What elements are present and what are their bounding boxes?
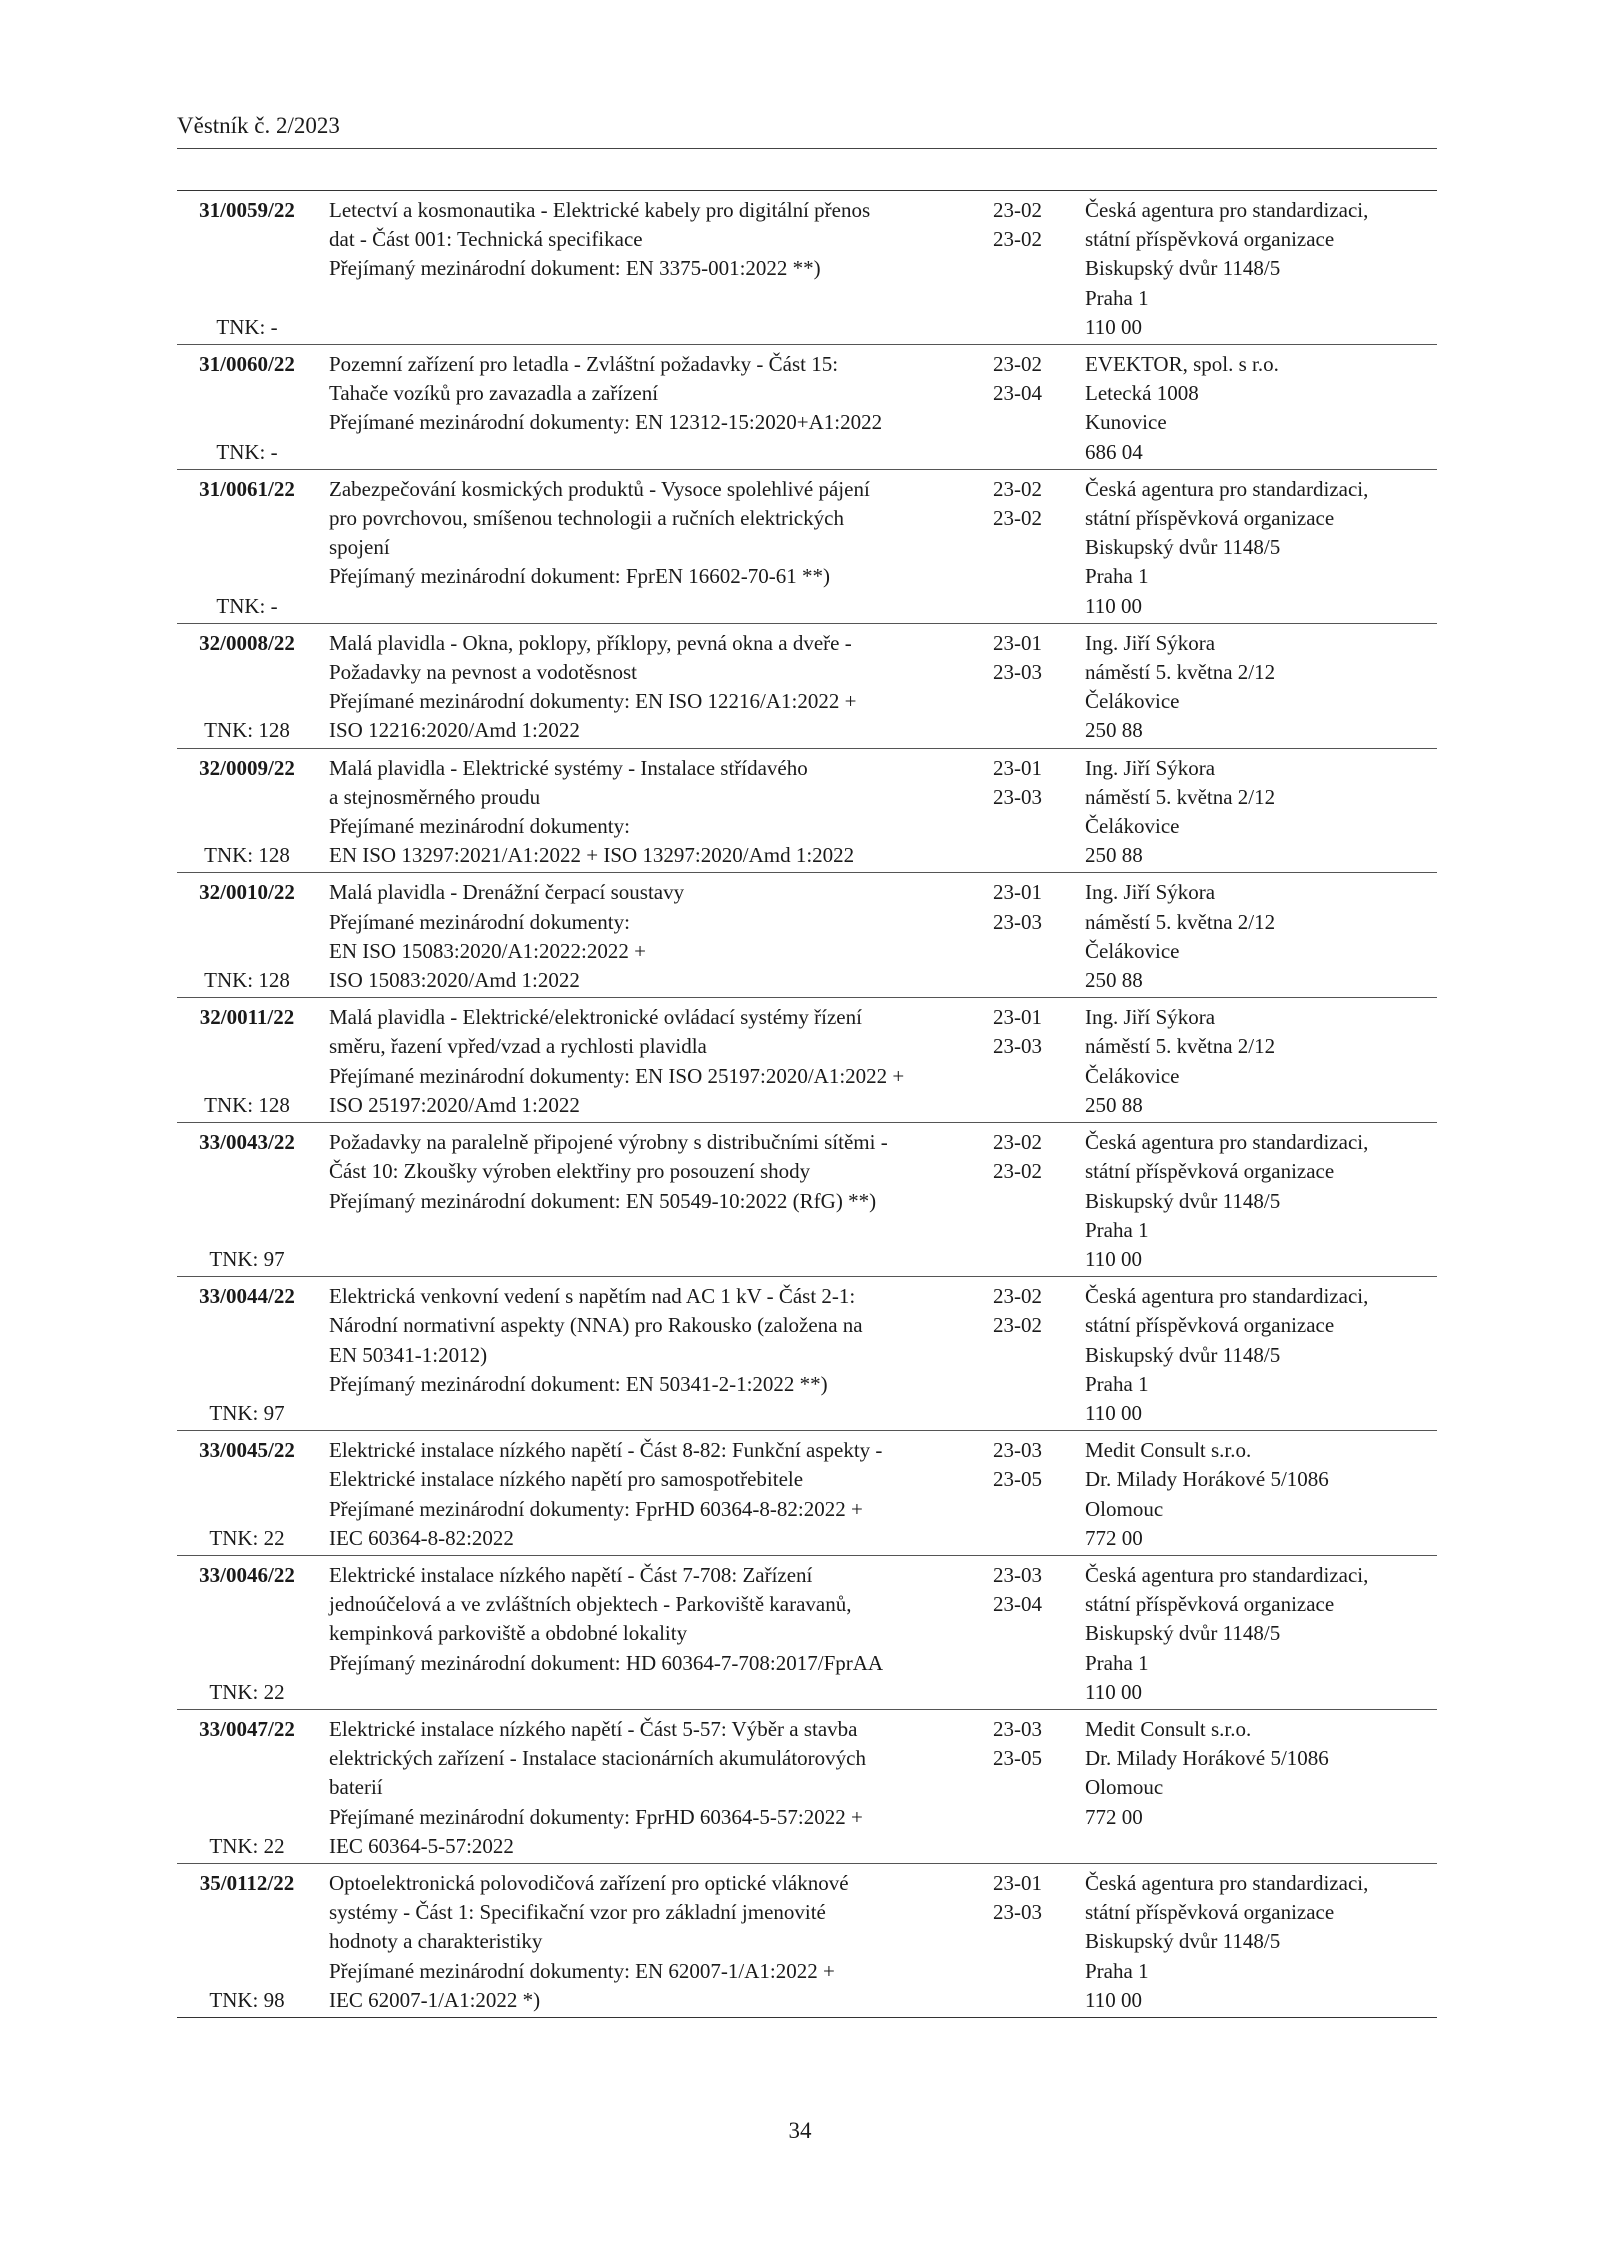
standard-id-cell [177, 1282, 317, 1428]
date-code: 23-05 [993, 1746, 1042, 1771]
address-line: Praha 1 [1085, 1958, 1149, 1983]
address-line: 110 00 [1085, 314, 1142, 339]
address-line: Dr. Milady Horákové 5/1086 [1085, 1467, 1329, 1492]
description-cell [317, 196, 993, 342]
address-line: náměstí 5. května 2/12 [1085, 784, 1276, 809]
standards-table [177, 190, 1437, 2018]
address-cell [1085, 350, 1437, 467]
standard-number: 32/0009/22 [199, 755, 295, 780]
page-header [177, 112, 1437, 149]
tnk-code: TNK: - [216, 314, 278, 339]
standard-id-cell [177, 878, 317, 995]
description-line: Malá plavidla - Drenážní čerpací soustavy [329, 880, 685, 905]
table-row [177, 1556, 1437, 1710]
address-cell [1085, 1561, 1437, 1707]
address-line: Ing. Jiří Sýkora [1085, 880, 1216, 905]
description-line: Letectví a kosmonautika - Elektrické kabely pro digitální přenos [329, 198, 871, 222]
date-code: 23-03 [993, 1716, 1042, 1741]
date-code: 23-02 [993, 1313, 1042, 1338]
address-line: Čelákovice [1085, 938, 1180, 963]
address-line: Česká agentura pro standardizaci, [1085, 1284, 1369, 1309]
tnk-code: TNK: 22 [209, 1679, 285, 1704]
address-cell [1085, 1869, 1437, 2015]
standard-id-cell [177, 350, 317, 467]
description-line: Přejímaný mezinárodní dokument: EN 3375-001:2022 **) [329, 256, 821, 281]
standard-id-cell [177, 1869, 317, 2015]
date-code: 23-03 [993, 1438, 1042, 1463]
standard-number: 31/0059/22 [199, 198, 295, 222]
dates-cell [993, 754, 1085, 871]
page-number: 34 [788, 2118, 812, 2143]
description-cell [317, 878, 993, 995]
address-line: Ing. Jiří Sýkora [1085, 755, 1216, 780]
address-line: Biskupský dvůr 1148/5 [1085, 1188, 1281, 1213]
table-row [177, 191, 1437, 345]
standard-number: 33/0046/22 [199, 1562, 295, 1587]
tnk-code: TNK: 22 [209, 1833, 285, 1858]
standard-id-cell [177, 196, 317, 342]
description-line: Elektrická venkovní vedení s napětím nad AC 1 kV - Část 2-1: [329, 1284, 856, 1309]
date-code: 23-03 [993, 660, 1042, 685]
date-code: 23-01 [993, 1005, 1042, 1030]
address-cell [1085, 754, 1437, 871]
date-code: 23-04 [993, 381, 1042, 406]
date-code: 23-01 [993, 880, 1042, 905]
standard-number: 31/0061/22 [199, 476, 295, 501]
standard-id-cell [177, 1003, 317, 1120]
address-line: státní příspěvková organizace [1085, 1159, 1335, 1184]
description-cell [317, 754, 993, 871]
description-cell [317, 1282, 993, 1428]
address-line: 110 00 [1085, 1400, 1142, 1425]
description-line: Přejímaný mezinárodní dokument: EN 50341-2-1:2022 **) [329, 1371, 828, 1396]
date-code: 23-01 [993, 755, 1042, 780]
description-line: Přejímané mezinárodní dokumenty: FprHD 60364-5-57:2022 + [329, 1804, 863, 1829]
standard-number: 33/0043/22 [199, 1130, 295, 1155]
description-line: EN ISO 15083:2020/A1:2022:2022 + [329, 938, 646, 963]
table-row [177, 624, 1437, 749]
address-line: státní příspěvková organizace [1085, 227, 1335, 252]
description-line: Část 10: Zkoušky výroben elektřiny pro posouzení shody [329, 1159, 811, 1184]
date-code: 23-02 [993, 476, 1042, 501]
description-line: IEC 62007-1/A1:2022 *) [329, 1987, 541, 2012]
address-line: Biskupský dvůr 1148/5 [1085, 1342, 1281, 1367]
standard-id-cell [177, 1436, 317, 1553]
address-cell [1085, 475, 1437, 621]
description-line: Přejímané mezinárodní dokumenty: EN ISO 25197:2020/A1:2022 + [329, 1063, 905, 1088]
table-row [177, 1710, 1437, 1864]
date-code: 23-01 [993, 630, 1042, 655]
address-line: Čelákovice [1085, 814, 1180, 839]
description-line: baterií [329, 1775, 383, 1800]
description-line: Přejímané mezinárodní dokumenty: [329, 814, 630, 839]
description-line: Malá plavidla - Okna, poklopy, příklopy, pevná okna a dveře - [329, 630, 852, 655]
description-line: Malá plavidla - Elektrické/elektronické ovládací systémy řízení [329, 1005, 862, 1030]
dates-cell [993, 1561, 1085, 1707]
standard-id-cell [177, 1715, 317, 1861]
standard-id-cell [177, 754, 317, 871]
description-line: Požadavky na paralelně připojené výrobny s distribučními sítěmi - [329, 1130, 888, 1155]
address-line: Česká agentura pro standardizaci, [1085, 1562, 1369, 1587]
description-line: Pozemní zařízení pro letadla - Zvláštní požadavky - Část 15: [329, 352, 839, 377]
address-line: Praha 1 [1085, 1650, 1149, 1675]
dates-cell [993, 1715, 1085, 1861]
tnk-code: TNK: 128 [204, 968, 290, 993]
dates-cell [993, 1282, 1085, 1428]
description-line: dat - Část 001: Technická specifikace [329, 227, 643, 252]
tnk-code: TNK: - [216, 593, 278, 618]
address-line: náměstí 5. května 2/12 [1085, 660, 1276, 685]
description-cell [317, 1715, 993, 1861]
table-row [177, 345, 1437, 470]
tnk-code: TNK: 128 [204, 1092, 290, 1117]
dates-cell [993, 475, 1085, 621]
description-line: kempinková parkoviště a obdobné lokality [329, 1621, 688, 1646]
standard-number: 33/0047/22 [199, 1716, 295, 1741]
description-line: Elektrické instalace nízkého napětí pro samospotřebitele [329, 1467, 804, 1492]
address-cell [1085, 1128, 1437, 1274]
description-line: Přejímaný mezinárodní dokument: EN 50549-10:2022 (RfG) **) [329, 1188, 877, 1213]
address-line: Medit Consult s.r.o. [1085, 1438, 1252, 1463]
dates-cell [993, 629, 1085, 746]
table-row [177, 749, 1437, 874]
standard-number: 32/0008/22 [199, 630, 295, 655]
description-line: Přejímané mezinárodní dokumenty: EN 12312-15:2020+A1:2022 [329, 410, 883, 435]
standard-id-cell [177, 1128, 317, 1274]
date-code: 23-04 [993, 1592, 1042, 1617]
standard-number: 32/0011/22 [199, 1005, 295, 1030]
standard-number: 35/0112/22 [199, 1870, 295, 1895]
dates-cell [993, 1869, 1085, 2015]
description-line: Přejímaný mezinárodní dokument: HD 60364-7-708:2017/FprAA [329, 1650, 884, 1675]
date-code: 23-02 [993, 506, 1042, 531]
date-code: 23-01 [993, 1870, 1042, 1895]
address-line: Praha 1 [1085, 564, 1149, 589]
description-line: Přejímané mezinárodní dokumenty: EN 62007-1/A1:2022 + [329, 1958, 835, 1983]
description-line: Elektrické instalace nízkého napětí - Část 7-708: Zařízení [329, 1562, 813, 1587]
description-line: systémy - Část 1: Specifikační vzor pro základní jmenovité [329, 1900, 826, 1925]
dates-cell [993, 878, 1085, 995]
description-line: Přejímané mezinárodní dokumenty: FprHD 60364-8-82:2022 + [329, 1496, 863, 1521]
description-line: hodnoty a charakteristiky [329, 1929, 543, 1954]
address-line: Olomouc [1085, 1496, 1164, 1521]
date-code: 23-03 [993, 1562, 1042, 1587]
address-line: Česká agentura pro standardizaci, [1085, 1130, 1369, 1155]
address-line: 110 00 [1085, 1679, 1142, 1704]
standard-number: 31/0060/22 [199, 352, 295, 377]
address-line: státní příspěvková organizace [1085, 1313, 1335, 1338]
standard-number: 32/0010/22 [199, 880, 295, 905]
tnk-code: TNK: 128 [204, 843, 290, 868]
address-line: náměstí 5. května 2/12 [1085, 909, 1276, 934]
description-cell [317, 1869, 993, 2015]
tnk-code: TNK: 98 [209, 1987, 285, 2012]
description-line: Národní normativní aspekty (NNA) pro Rakousko (založena na [329, 1313, 863, 1338]
address-cell [1085, 1715, 1437, 1861]
date-code: 23-02 [993, 352, 1042, 377]
date-code: 23-03 [993, 909, 1042, 934]
description-line: Přejímané mezinárodní dokumenty: EN ISO 12216/A1:2022 + [329, 689, 857, 714]
tnk-code: TNK: 22 [209, 1525, 285, 1550]
address-cell [1085, 196, 1437, 342]
table-row [177, 1431, 1437, 1556]
address-line: 110 00 [1085, 593, 1142, 618]
description-cell [317, 629, 993, 746]
description-cell [317, 475, 993, 621]
standard-id-cell [177, 475, 317, 621]
description-line: a stejnosměrného proudu [329, 784, 541, 809]
address-line: Biskupský dvůr 1148/5 [1085, 1929, 1281, 1954]
address-line: Biskupský dvůr 1148/5 [1085, 535, 1281, 560]
description-cell [317, 1561, 993, 1707]
description-line: Elektrické instalace nízkého napětí - Část 5-57: Výběr a stavba [329, 1716, 858, 1741]
address-line: Čelákovice [1085, 1063, 1180, 1088]
date-code: 23-03 [993, 1034, 1042, 1059]
address-line: Praha 1 [1085, 285, 1149, 310]
address-line: 250 88 [1085, 968, 1143, 993]
address-line: 250 88 [1085, 718, 1143, 743]
tnk-code: TNK: 128 [204, 718, 290, 743]
description-line: Elektrické instalace nízkého napětí - Část 8-82: Funkční aspekty - [329, 1438, 883, 1463]
address-line: náměstí 5. května 2/12 [1085, 1034, 1276, 1059]
tnk-code: TNK: - [216, 439, 278, 464]
dates-cell [993, 1436, 1085, 1553]
dates-cell [993, 196, 1085, 342]
address-line: státní příspěvková organizace [1085, 1592, 1335, 1617]
address-line: 250 88 [1085, 1092, 1143, 1117]
address-line: Česká agentura pro standardizaci, [1085, 476, 1369, 501]
date-code: 23-02 [993, 198, 1042, 222]
table-row [177, 1123, 1437, 1277]
description-line: EN 50341-1:2012) [329, 1342, 488, 1367]
address-line: Biskupský dvůr 1148/5 [1085, 256, 1281, 281]
address-line: státní příspěvková organizace [1085, 1900, 1335, 1925]
description-line: ISO 15083:2020/Amd 1:2022 [329, 968, 580, 993]
address-line: Ing. Jiří Sýkora [1085, 630, 1216, 655]
address-line: Ing. Jiří Sýkora [1085, 1005, 1216, 1030]
address-line: 772 00 [1085, 1804, 1143, 1829]
address-line: Letecká 1008 [1085, 381, 1199, 406]
address-line: 110 00 [1085, 1987, 1142, 2012]
description-line: pro povrchovou, smíšenou technologii a ručních elektrických [329, 506, 844, 531]
tnk-code: TNK: 97 [209, 1400, 285, 1425]
address-line: 772 00 [1085, 1525, 1143, 1550]
address-cell [1085, 1282, 1437, 1428]
description-cell [317, 1436, 993, 1553]
description-line: Zabezpečování kosmických produktů - Vysoce spolehlivé pájení [329, 476, 870, 501]
address-line: Čelákovice [1085, 689, 1180, 714]
description-cell [317, 350, 993, 467]
address-line: Olomouc [1085, 1775, 1164, 1800]
address-line: Praha 1 [1085, 1217, 1149, 1242]
address-line: 110 00 [1085, 1246, 1142, 1271]
address-line: 686 04 [1085, 439, 1143, 464]
date-code: 23-02 [993, 1284, 1042, 1309]
description-line: elektrických zařízení - Instalace stacionárních akumulátorových [329, 1746, 866, 1771]
address-line: Kunovice [1085, 410, 1167, 435]
description-line: směru, řazení vpřed/vzad a rychlosti plavidla [329, 1034, 707, 1059]
address-line: státní příspěvková organizace [1085, 506, 1335, 531]
dates-cell [993, 1003, 1085, 1120]
description-line: Optoelektronická polovodičová zařízení pro optické vláknové [329, 1870, 849, 1895]
description-line: Přejímané mezinárodní dokumenty: [329, 909, 630, 934]
address-cell [1085, 1436, 1437, 1553]
table-row [177, 1864, 1437, 2017]
standard-number: 33/0045/22 [199, 1438, 295, 1463]
description-line: Přejímaný mezinárodní dokument: FprEN 16602-70-61 **) [329, 564, 830, 589]
table-row [177, 873, 1437, 998]
standard-id-cell [177, 629, 317, 746]
date-code: 23-02 [993, 1130, 1042, 1155]
standard-number: 33/0044/22 [199, 1284, 295, 1309]
address-line: 250 88 [1085, 843, 1143, 868]
description-line: IEC 60364-5-57:2022 [329, 1833, 514, 1858]
description-line: ISO 25197:2020/Amd 1:2022 [329, 1092, 580, 1117]
description-line: IEC 60364-8-82:2022 [329, 1525, 514, 1550]
bulletin-title: Věstník č. 2/2023 [177, 113, 340, 138]
address-cell [1085, 878, 1437, 995]
description-line: Tahače vozíků pro zavazadla a zařízení [329, 381, 659, 406]
address-line: Medit Consult s.r.o. [1085, 1716, 1252, 1741]
date-code: 23-03 [993, 1900, 1042, 1925]
date-code: 23-03 [993, 784, 1042, 809]
address-line: Biskupský dvůr 1148/5 [1085, 1621, 1281, 1646]
table-row [177, 1277, 1437, 1431]
address-cell [1085, 629, 1437, 746]
address-line: EVEKTOR, spol. s r.o. [1085, 352, 1279, 377]
address-line: Česká agentura pro standardizaci, [1085, 198, 1369, 222]
address-cell [1085, 1003, 1437, 1120]
description-line: spojení [329, 535, 390, 560]
standard-id-cell [177, 1561, 317, 1707]
description-line: EN ISO 13297:2021/A1:2022 + ISO 13297:2020/Amd 1:2022 [329, 843, 855, 868]
description-line: Požadavky na pevnost a vodotěsnost [329, 660, 637, 685]
date-code: 23-05 [993, 1467, 1042, 1492]
address-line: Česká agentura pro standardizaci, [1085, 1870, 1369, 1895]
table-row [177, 998, 1437, 1123]
description-cell [317, 1128, 993, 1274]
address-line: Praha 1 [1085, 1371, 1149, 1396]
description-line: Malá plavidla - Elektrické systémy - Instalace střídavého [329, 755, 808, 780]
description-line: jednoúčelová a ve zvláštních objektech - Parkoviště karavanů, [329, 1592, 852, 1617]
tnk-code: TNK: 97 [209, 1246, 285, 1271]
date-code: 23-02 [993, 1159, 1042, 1184]
address-line: Dr. Milady Horákové 5/1086 [1085, 1746, 1329, 1771]
table-row [177, 470, 1437, 624]
dates-cell [993, 350, 1085, 467]
description-cell [317, 1003, 993, 1120]
description-line: ISO 12216:2020/Amd 1:2022 [329, 718, 580, 743]
date-code: 23-02 [993, 227, 1042, 252]
dates-cell [993, 1128, 1085, 1274]
